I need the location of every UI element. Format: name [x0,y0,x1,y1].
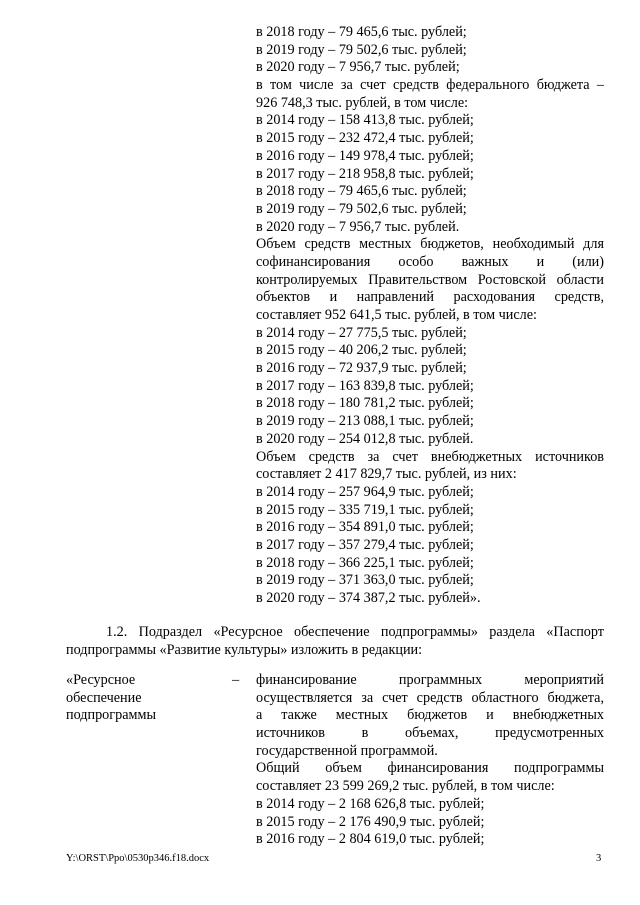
label-line: подпрограммы [66,707,156,724]
section-paragraph [66,624,604,659]
text-line: в 2020 году – 254 012,8 тыс. рублей. [256,430,474,447]
resource-label [66,672,216,725]
text-line: Объем средств местных бюджетов, необходимый для [256,236,604,253]
text-line: в 2017 году – 163 839,8 тыс. рублей; [256,377,474,394]
text-line: в 2014 году – 257 964,9 тыс. рублей; [256,483,474,500]
text-line: в 2019 году – 79 502,6 тыс. рублей; [256,41,467,58]
text-line: в 2018 году – 79 465,6 тыс. рублей; [256,24,467,40]
text-line: в 2015 году – 335 719,1 тыс. рублей; [256,501,474,518]
text-line: составляет 23 599 269,2 тыс. рублей, в том числе: [256,778,555,795]
text-line: в 2018 году – 180 781,2 тыс. рублей; [256,395,474,412]
text-line: источников в объемах, предусмотренных [256,725,604,742]
text-line: осуществляется за счет средств областного бюджета, [256,689,604,706]
footer-file-path: Y:\ORST\Ppo\0530p346.f18.docx [66,853,210,864]
text-line: в 2018 году – 366 225,1 тыс. рублей; [256,554,474,571]
text-line: в 2015 году – 232 472,4 тыс. рублей; [256,130,474,147]
text-line: в том числе за счет средств федерального бюджета – [256,77,604,94]
text-line: государственной программой. [256,742,438,759]
text-line: составляет 2 417 829,7 тыс. рублей, из них: [256,466,517,483]
text-line: Общий объем финансирования подпрограммы [256,760,604,777]
text-line: в 2015 году – 2 176 490,9 тыс. рублей; [256,813,485,830]
text-line: в 2019 году – 213 088,1 тыс. рублей; [256,413,474,430]
text-line: в 2016 году – 72 937,9 тыс. рублей; [256,360,467,377]
text-line: софинансирования особо важных и (или) [256,253,604,270]
text-line: в 2014 году – 2 168 626,8 тыс. рублей; [256,795,485,812]
text-line: составляет 952 641,5 тыс. рублей, в том числе: [256,307,537,323]
text-line: в 2016 году – 354 891,0 тыс. рублей; [256,519,474,536]
funding-text-upper [256,24,604,608]
text-line: в 2019 году – 79 502,6 тыс. рублей; [256,200,467,217]
text-line: в 2020 году – 7 956,7 тыс. рублей; [256,59,460,76]
text-line: 1.2. Подраздел «Ресурсное обеспечение подпрограммы» раздела «Паспорт [106,624,604,640]
text-line: в 2017 году – 357 279,4 тыс. рублей; [256,536,474,553]
text-line: в 2020 году – 7 956,7 тыс. рублей. [256,218,460,235]
text-line: в 2018 году – 79 465,6 тыс. рублей; [256,183,467,200]
text-line: в 2017 году – 218 958,8 тыс. рублей; [256,165,474,182]
text-line: в 2014 году – 158 413,8 тыс. рублей; [256,112,474,129]
text-line: в 2019 году – 371 363,0 тыс. рублей; [256,572,474,589]
text-line: в 2020 году – 374 387,2 тыс. рублей». [256,590,481,606]
text-line: а также местных бюджетов и внебюджетных [256,707,604,724]
text-line: в 2016 году – 149 978,4 тыс. рублей; [256,147,474,164]
label-line: «Ресурсное [66,672,136,688]
text-line: Объем средств за счет внебюджетных источников [256,448,604,465]
text-line: в 2015 году – 40 206,2 тыс. рублей; [256,342,467,359]
funding-text-lower [256,672,604,849]
label-dash: – [232,672,240,688]
text-line: 926 748,3 тыс. рублей, в том числе: [256,94,469,111]
text-line: в 2016 году – 2 804 619,0 тыс. рублей; [256,831,485,848]
text-line: объектов и направлений расходования средств, [256,289,604,306]
label-line: обеспечение [66,689,142,706]
page-number: 3 [596,853,602,864]
text-line: в 2014 году – 27 775,5 тыс. рублей; [256,324,467,341]
text-line: контролируемых Правительством Ростовской области [256,271,604,288]
text-line: подпрограммы «Развитие культуры» изложить в редакции: [66,641,423,658]
text-line: финансирование программных мероприятий [256,672,604,688]
